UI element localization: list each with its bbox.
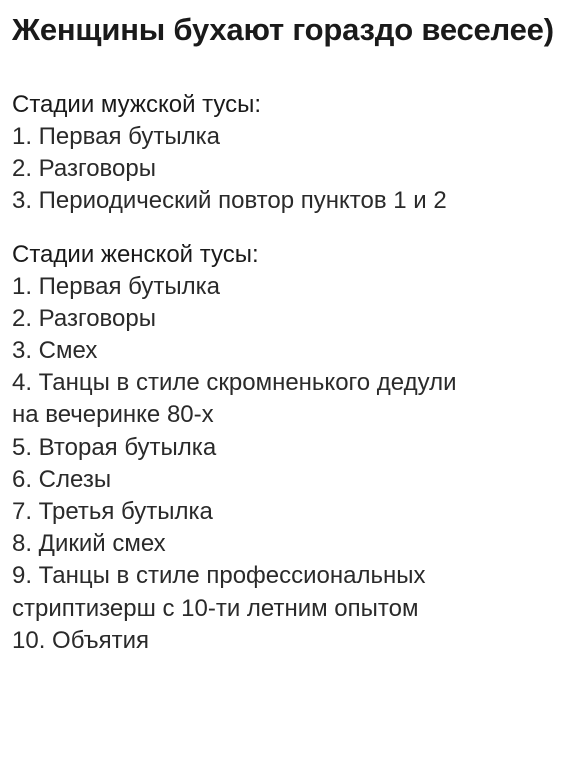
list-item: 1. Первая бутылка (12, 123, 220, 150)
post-content (12, 8, 578, 657)
list-item: 10. Объятия (12, 626, 150, 654)
male-party-section (12, 88, 578, 218)
list-item: 4. Танцы в стиле скромненького дедули (12, 369, 457, 397)
list-item-continuation: на вечеринке 80-х (12, 401, 214, 429)
list-item: 6. Слезы (12, 465, 112, 493)
male-party-stages-list (12, 121, 578, 218)
female-party-section (12, 238, 578, 657)
list-item: 3. Смех (12, 337, 98, 365)
list-item: 7. Третья бутылка (12, 498, 213, 526)
list-item: 2. Разговоры (12, 304, 156, 332)
list-item: 3. Периодический повтор пунктов 1 и 2 (12, 187, 447, 215)
female-party-heading: Стадии женской тусы: (12, 240, 259, 268)
list-item: 9. Танцы в стиле профессиональных (12, 562, 426, 590)
list-item: 2. Разговоры (12, 155, 156, 183)
list-item: 8. Дикий смех (12, 530, 166, 558)
list-item: 1. Первая бутылка (12, 272, 220, 300)
list-item-continuation: стриптизерш с 10-ти летним опытом (12, 594, 419, 622)
female-party-stages-list (12, 271, 578, 657)
male-party-heading: Стадии мужской тусы: (12, 91, 262, 118)
post-title: Женщины бухают гораздо веселее) (12, 12, 554, 47)
list-item: 5. Вторая бутылка (12, 433, 217, 461)
